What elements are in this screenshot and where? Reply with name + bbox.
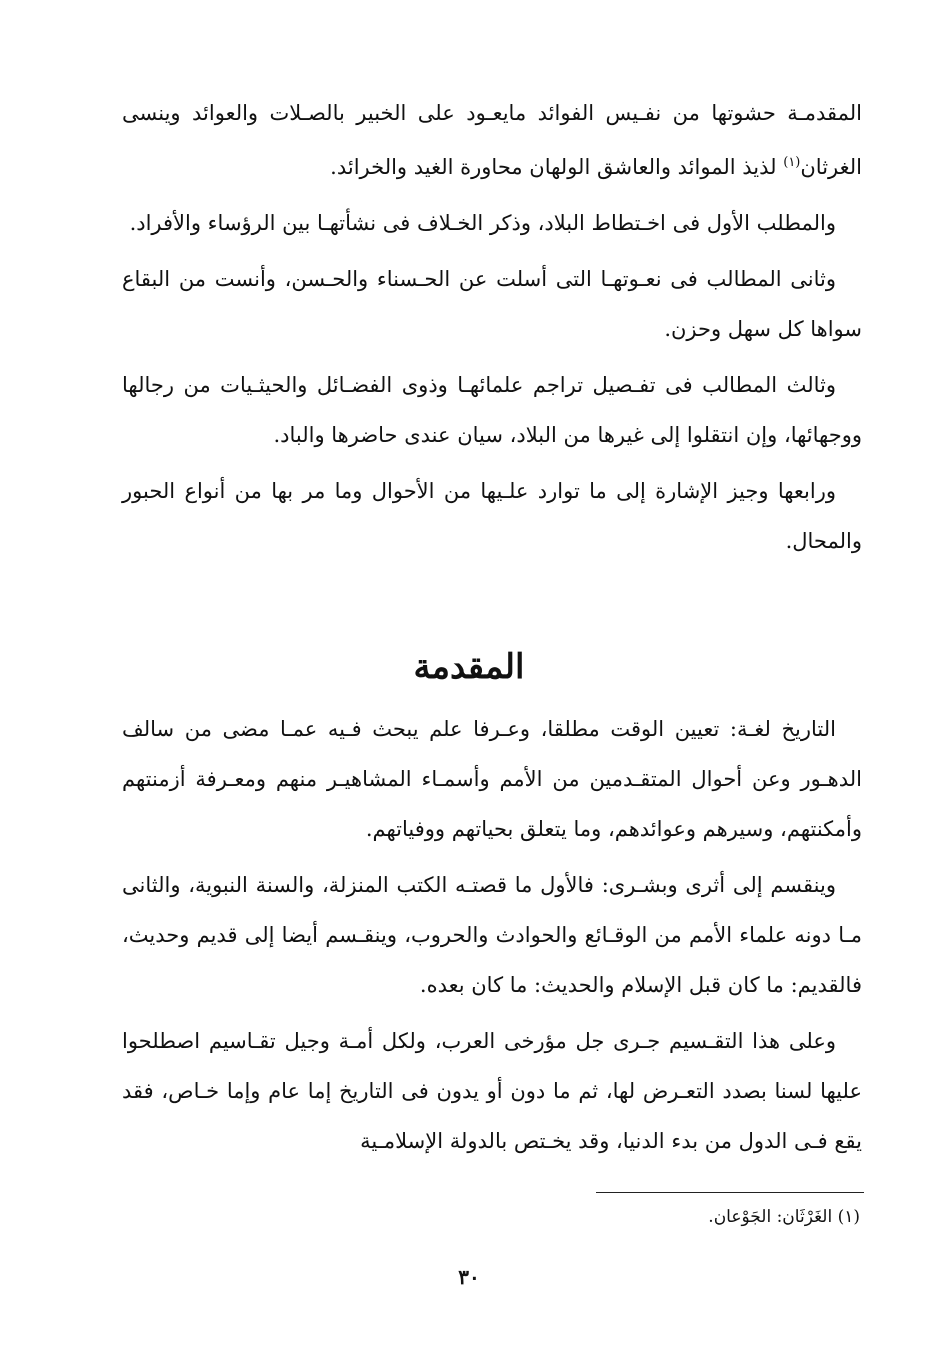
intro-section [122,88,862,572]
intro-paragraph-5: ورابعها وجيز الإشارة إلى ما توارد علـيها من الأحوال وما مر بها من أنواع الحبور والمحال. [122,479,862,553]
section-heading: المقدمة [413,647,525,687]
body-paragraph-1: التاريخ لغـة: تعيين الوقت مطلقا، وعـرفا علم يبحث فـيه عمـا مضى من سالف الدهـور وعن أحوال المتقـدمين من الأمم وأسمـاء المشاهيـر منهم ومعـرفة أزمنتهم وأمكنتهم، وسيرهم وعوائدهم، وما يتعلق بحياتهم ووفياتهم. [122,717,862,841]
body-section [122,704,862,1172]
footnote-divider [596,1192,864,1193]
intro-paragraph-3: وثانى المطالب فى نعـوتهـا التى أسلت عن الحـسناء والحـسن، وأنست من البقاع سواها كل سهل وحزن. [122,267,862,341]
page-number: ٣٠ [458,1265,480,1289]
footnote-reference: (١) [783,155,801,170]
body-paragraph-3: وعلى هذا التقـسيم جـرى جل مؤرخى العرب، ولكل أمـة وجيل تقـاسيم اصطلحوا عليها لسنا بصدد التعـرض لها، ثم ما دون أو يدون فى التاريخ إما عام وإما خـاص، فقد يقع فـى الدول من بدء الدنيا، وقد يخـتص بالدولة الإسلامـية [122,1029,862,1153]
intro-paragraph-1-tail: لذيذ الموائد والعاشق الولهان محاورة الغيد والخرائد. [330,155,777,179]
body-paragraph-2: وينقسم إلى أثرى وبشـرى: فالأول ما قصتـه الكتب المنزلة، والسنة النبوية، والثانى مـا دونه علماء الأمم من الوقـائع والحوادث والحروب، وينقـسم أيضا إلى قديم وحديث، فالقديم: ما كان قبل الإسلام والحديث: ما كان بعده. [122,873,862,997]
intro-paragraph-2: والمطلب الأول فى اخـتطاط البلاد، وذكر الخـلاف فى نشأتهـا بين الرؤساء والأفراد. [129,211,836,235]
intro-paragraph-4: وثالث المطالب فى تفـصيل تراجم علمائهـا وذوى الفضـائل والحيثـيات من رجالها ووجهائها، وإن انتقلوا إلى غيرها من البلاد، سيان عندى حاضرها والباد. [122,373,862,447]
intro-paragraph-1 [122,88,862,192]
footnote: (١) الغَرْثَان: الجَوْعان. [708,1207,860,1227]
intro-paragraph-1-text: المقدمـة حشوتها من نفـيس الفوائد مايعـود على الخبير بالصـلات والعوائد وينسى الغرثان [122,101,862,179]
